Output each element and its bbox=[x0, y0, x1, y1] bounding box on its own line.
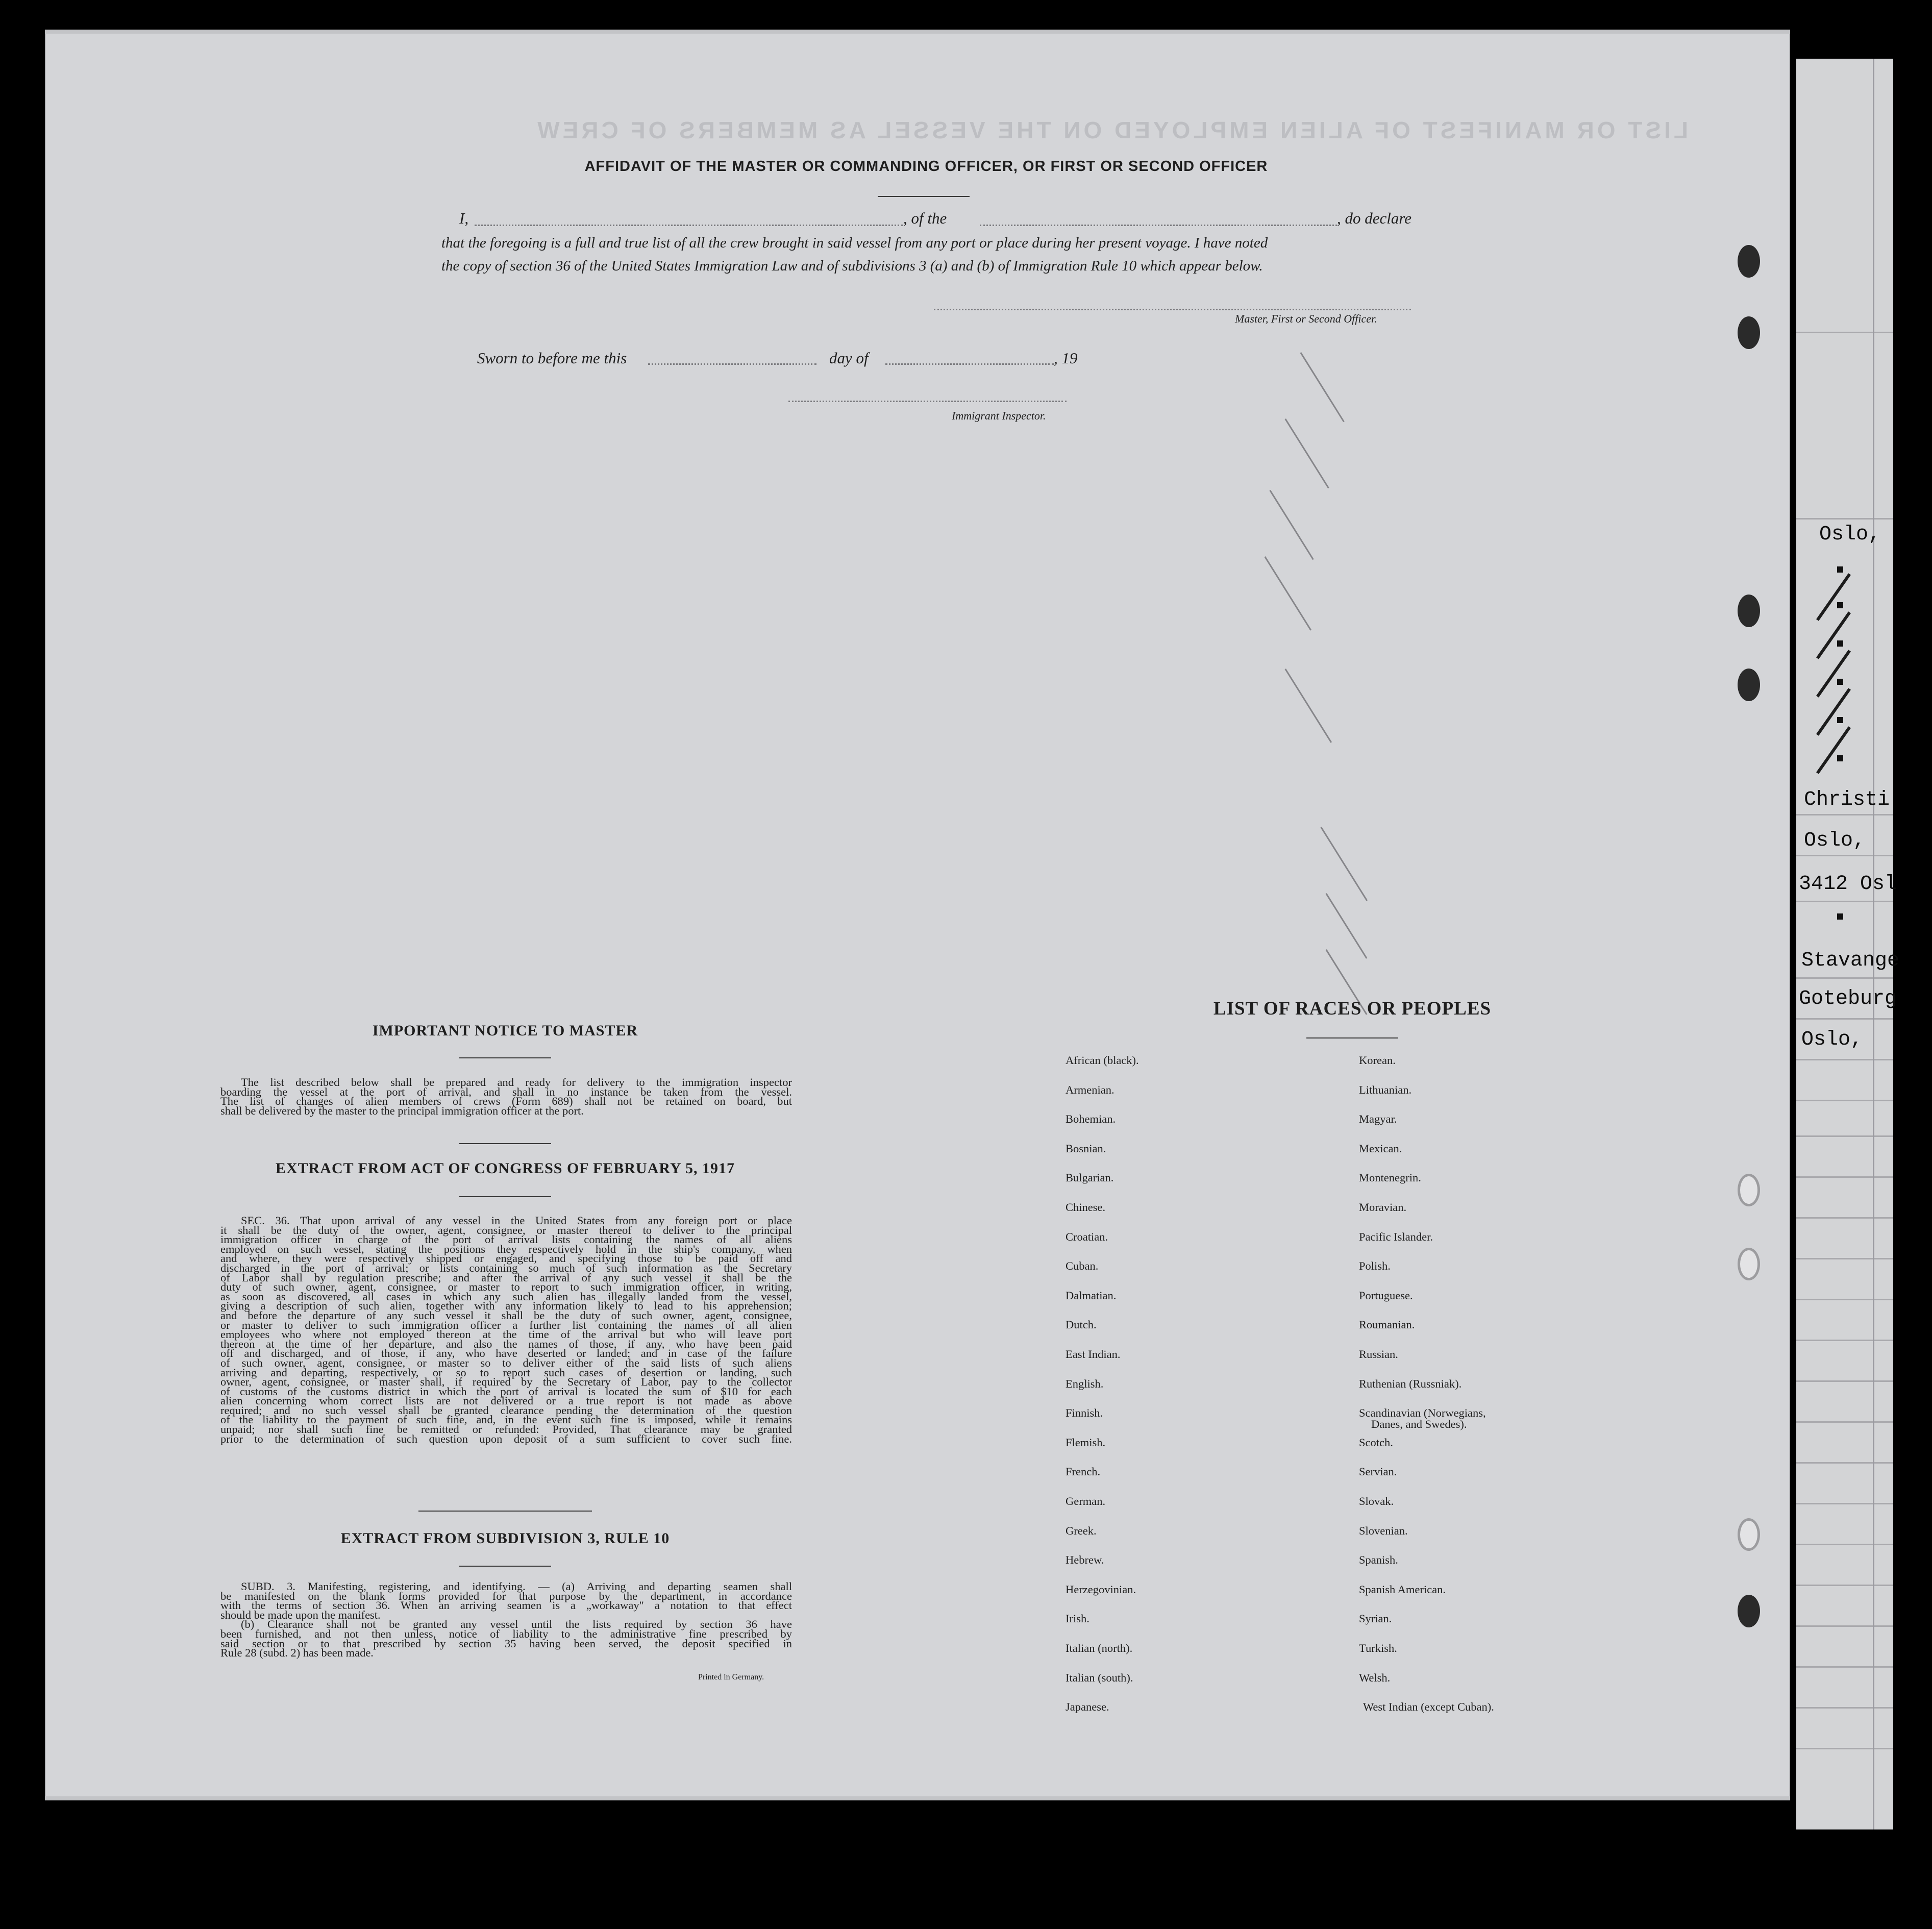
act-line: prior to the determination of such question upon deposit of a sum sufficient to cover such fine. bbox=[220, 1432, 792, 1445]
act-line: employed on such vessel, stating the positions they respectively hold in the ship's company, when bbox=[220, 1242, 792, 1255]
punch-hole bbox=[1738, 316, 1760, 349]
punch-hole bbox=[1738, 595, 1760, 627]
race-item: Italian (north). bbox=[1066, 1642, 1133, 1654]
race-item: Korean. bbox=[1359, 1054, 1396, 1067]
sworn-day-blank bbox=[648, 363, 816, 365]
race-item: Dalmatian. bbox=[1066, 1289, 1117, 1302]
race-item: Pacific Islander. bbox=[1359, 1230, 1433, 1243]
affidavit-statement-line: that the foregoing is a full and true list of all the crew brought in said vessel from any port or place during her present voyage. I have noted bbox=[441, 235, 1268, 251]
act-line: it shall be the duty of the owner, agent, consignee, or master thereof to deliver to the principal bbox=[220, 1223, 792, 1236]
punch-hole bbox=[1738, 1248, 1760, 1280]
printed-in-germany: Printed in Germany. bbox=[698, 1673, 764, 1681]
rule-line: Rule 28 (subd. 2) has been made. bbox=[220, 1646, 374, 1660]
act-line: as soon as discovered, all cases in which any such alien has illegally landed from the vessel, bbox=[220, 1290, 792, 1303]
notice-line: boarding the vessel at the port of arrival, and shall in no instance be taken from the vessel. bbox=[220, 1085, 792, 1098]
notice-paragraph bbox=[220, 1078, 792, 1116]
affidavit-statement-line: the copy of section 36 of the United States Immigration Law and of subdivisions 3 (a) and (b) of Immigration Rule 10 which appear below. bbox=[441, 258, 1263, 274]
act-line: and where, they were respectively shipped or engaged, and specifying those to be paid off and bbox=[220, 1252, 792, 1265]
race-item: Polish. bbox=[1359, 1259, 1391, 1273]
act-line: SEC. 36. That upon arrival of any vessel in the United States from any foreign port or place bbox=[241, 1214, 792, 1227]
affidavit-of-the: , of the bbox=[903, 209, 947, 227]
rule-line: with the terms of section 36. When an arriving seamen is a „workaway" a notation to that effect bbox=[220, 1599, 792, 1612]
punch-hole bbox=[1738, 1595, 1760, 1627]
race-item: Portuguese. bbox=[1359, 1289, 1413, 1302]
act-line: employees who where not employed thereon at the time of the arrival but who will leave port bbox=[220, 1328, 792, 1341]
race-item: Japanese. bbox=[1066, 1700, 1109, 1714]
act-paragraph bbox=[220, 1216, 792, 1444]
bleed-through-text: LIST OR MANIFEST OF ALIEN EMPLOYED ON THE VESSEL AS MEMBERS OF CREW bbox=[534, 117, 1688, 143]
race-item: Finnish. bbox=[1066, 1406, 1103, 1420]
race-item: Roumanian. bbox=[1359, 1318, 1415, 1331]
rule-line: (b) Clearance shall not be granted any vessel until the lists required by section 36 have bbox=[241, 1618, 792, 1631]
races-title: LIST OF RACES OR PEOPLES bbox=[1213, 998, 1492, 1019]
act-line: thereon at the time of her departure, and also the names of those, if any, who have been paid bbox=[220, 1337, 792, 1350]
sworn-month-blank bbox=[885, 363, 1054, 365]
sworn-label: Sworn to before me this bbox=[477, 349, 627, 367]
race-item: Welsh. bbox=[1359, 1671, 1391, 1684]
notice-line: The list of changes of alien members of crews (Form 689) shall not be retained on board, but bbox=[220, 1095, 792, 1108]
race-item: Ruthenian (Russniak). bbox=[1359, 1377, 1462, 1390]
act-line: giving a description of such alien, together with any information likely to lead to his apprehension; bbox=[220, 1299, 792, 1313]
sworn-day-of: day of bbox=[829, 349, 869, 367]
race-item: German. bbox=[1066, 1495, 1106, 1507]
back-entry: Goteburg bbox=[1799, 987, 1897, 1010]
punch-hole bbox=[1738, 669, 1760, 701]
race-item: Armenian. bbox=[1066, 1083, 1114, 1096]
rule-paragraph bbox=[220, 1582, 792, 1658]
race-item: Spanish. bbox=[1359, 1553, 1398, 1567]
back-entry: 3412 Osl bbox=[1799, 873, 1897, 896]
rule-line: be manifested on the blank forms provided for that purpose by the department, in accordance bbox=[220, 1589, 792, 1602]
rule-title: EXTRACT FROM SUBDIVISION 3, RULE 10 bbox=[340, 1530, 670, 1547]
back-entry: Stavange bbox=[1801, 949, 1900, 972]
notice-title: IMPORTANT NOTICE TO MASTER bbox=[372, 1022, 638, 1039]
act-title: EXTRACT FROM ACT OF CONGRESS OF FEBRUARY 5, 1917 bbox=[275, 1160, 735, 1177]
name-blank bbox=[475, 225, 903, 226]
race-item: Bohemian. bbox=[1066, 1112, 1116, 1126]
punch-hole bbox=[1738, 1174, 1760, 1206]
inspector-caption: Immigrant Inspector. bbox=[952, 409, 1046, 422]
race-item: English. bbox=[1066, 1377, 1104, 1390]
race-item: East Indian. bbox=[1066, 1348, 1121, 1361]
race-item: Cuban. bbox=[1066, 1259, 1099, 1273]
back-entry: Oslo, bbox=[1804, 829, 1866, 852]
act-line: off and discharged, and of those, if any, who have deserted or landed; and in case of the failure bbox=[220, 1347, 792, 1360]
race-item: Magyar. bbox=[1359, 1112, 1397, 1126]
race-item: Irish. bbox=[1066, 1612, 1089, 1625]
act-line: unpaid; nor shall such fine be remitted or refunded: Provided, That clearance may be granted bbox=[220, 1423, 792, 1436]
race-item: Mexican. bbox=[1359, 1142, 1402, 1155]
back-entry: Oslo, bbox=[1819, 523, 1881, 546]
race-item: Hebrew. bbox=[1066, 1553, 1104, 1567]
race-item: Spanish American. bbox=[1359, 1582, 1446, 1596]
race-item: French. bbox=[1066, 1465, 1101, 1478]
race-item: Slovak. bbox=[1359, 1495, 1394, 1507]
notice-line: shall be delivered by the master to the principal immigration officer at the port. bbox=[220, 1104, 584, 1117]
race-item: Servian. bbox=[1359, 1465, 1397, 1478]
affidavit-i: I, bbox=[459, 209, 469, 227]
back-entry: Christi bbox=[1804, 788, 1890, 811]
race-item: Chinese. bbox=[1066, 1201, 1106, 1214]
race-item: Montenegrin. bbox=[1359, 1171, 1421, 1184]
race-item: Bulgarian. bbox=[1066, 1171, 1114, 1184]
race-item: Italian (south). bbox=[1066, 1671, 1133, 1684]
rule-line: SUBD. 3. Manifesting, registering, and identifying. — (a) Arriving and departing seamen shall bbox=[241, 1580, 792, 1593]
race-item: Russian. bbox=[1359, 1348, 1398, 1361]
act-line: alien concerning whom correct lists are not delivered or a true report is not made as above bbox=[220, 1394, 792, 1407]
inspector-signature-line bbox=[788, 401, 1067, 402]
race-item: Syrian. bbox=[1359, 1612, 1392, 1625]
vessel-blank bbox=[980, 225, 1337, 226]
act-line: or master to deliver to such immigration officer a further list containing the names of all alien bbox=[220, 1318, 792, 1331]
affidavit-title: AFFIDAVIT OF THE MASTER OR COMMANDING OFFICER, OR FIRST OR SECOND OFFICER bbox=[584, 158, 1268, 175]
act-line: immigration officer in charge of the port of arrival lists containing the names of all aliens bbox=[220, 1233, 792, 1246]
race-item: Lithuanian. bbox=[1359, 1083, 1412, 1096]
act-line: of the liability to the payment of such fine, and, in the event such fine is imposed, while it remains bbox=[220, 1413, 792, 1426]
race-item: Dutch. bbox=[1066, 1318, 1097, 1331]
act-line: owner, agent, consignee, or master shall, if required by the Secretary of Labor, pay to the collector bbox=[220, 1375, 792, 1389]
race-item: Slovenian. bbox=[1359, 1524, 1408, 1537]
race-item: Herzegovinian. bbox=[1066, 1582, 1136, 1596]
act-line: duty of such owner, agent, consignee, or master to report to such immigration officer, in writing, bbox=[220, 1280, 792, 1294]
act-line: of customs of the customs district in which the port of arrival is located the sum of $10 for each bbox=[220, 1384, 792, 1398]
punch-hole bbox=[1738, 1518, 1760, 1551]
master-caption: Master, First or Second Officer. bbox=[1235, 312, 1377, 325]
affidavit-declare: , do declare bbox=[1337, 209, 1412, 227]
race-item: Flemish. bbox=[1066, 1436, 1106, 1449]
race-item: Greek. bbox=[1066, 1524, 1097, 1537]
rule-line: should be made upon the manifest. bbox=[220, 1608, 381, 1621]
race-item: Scandinavian (Norwegians, bbox=[1359, 1406, 1486, 1420]
rule-line: been furnished, and not then unless, notice of liability to the administrative fine prescribed by bbox=[220, 1627, 792, 1640]
act-line: discharged in the port of arrival; or lists containing so much of such information as the Secretary bbox=[220, 1261, 792, 1274]
act-line: and before the departure of any such vessel it shall be the duty of such owner, agent, consignee, bbox=[220, 1308, 792, 1322]
race-item: West Indian (except Cuban). bbox=[1363, 1700, 1494, 1714]
race-item: Turkish. bbox=[1359, 1642, 1397, 1654]
sworn-year: , 19 bbox=[1054, 349, 1078, 367]
rule-line: said section or to that prescribed by section 35 having been served, the deposit specified in bbox=[220, 1637, 792, 1650]
race-item: African (black). bbox=[1066, 1054, 1139, 1067]
master-signature-line bbox=[934, 309, 1411, 310]
race-item: Bosnian. bbox=[1066, 1142, 1106, 1155]
notice-line: The list described below shall be prepared and ready for delivery to the immigration inspector bbox=[241, 1076, 792, 1089]
back-entry: Oslo, bbox=[1801, 1028, 1863, 1051]
race-item: Moravian. bbox=[1359, 1201, 1407, 1214]
act-line: required; and no such vessel shall be granted clearance pending the determination of the question bbox=[220, 1403, 792, 1417]
punch-hole bbox=[1738, 245, 1760, 278]
act-line: of Labor shall by regulation prescribe; and after the arrival of any such vessel it shall be the bbox=[220, 1271, 792, 1284]
race-item: Danes, and Swedes). bbox=[1371, 1418, 1467, 1431]
race-item: Croatian. bbox=[1066, 1230, 1108, 1243]
underlying-sheet bbox=[1796, 59, 1893, 1829]
act-line: arriving and departing, respectively, or so to report such cases of desertion or landing, such bbox=[220, 1366, 792, 1379]
race-item: Scotch. bbox=[1359, 1436, 1393, 1449]
act-line: of such owner, agent, consignee, or master so to deliver either of the said lists of such aliens bbox=[220, 1356, 792, 1369]
